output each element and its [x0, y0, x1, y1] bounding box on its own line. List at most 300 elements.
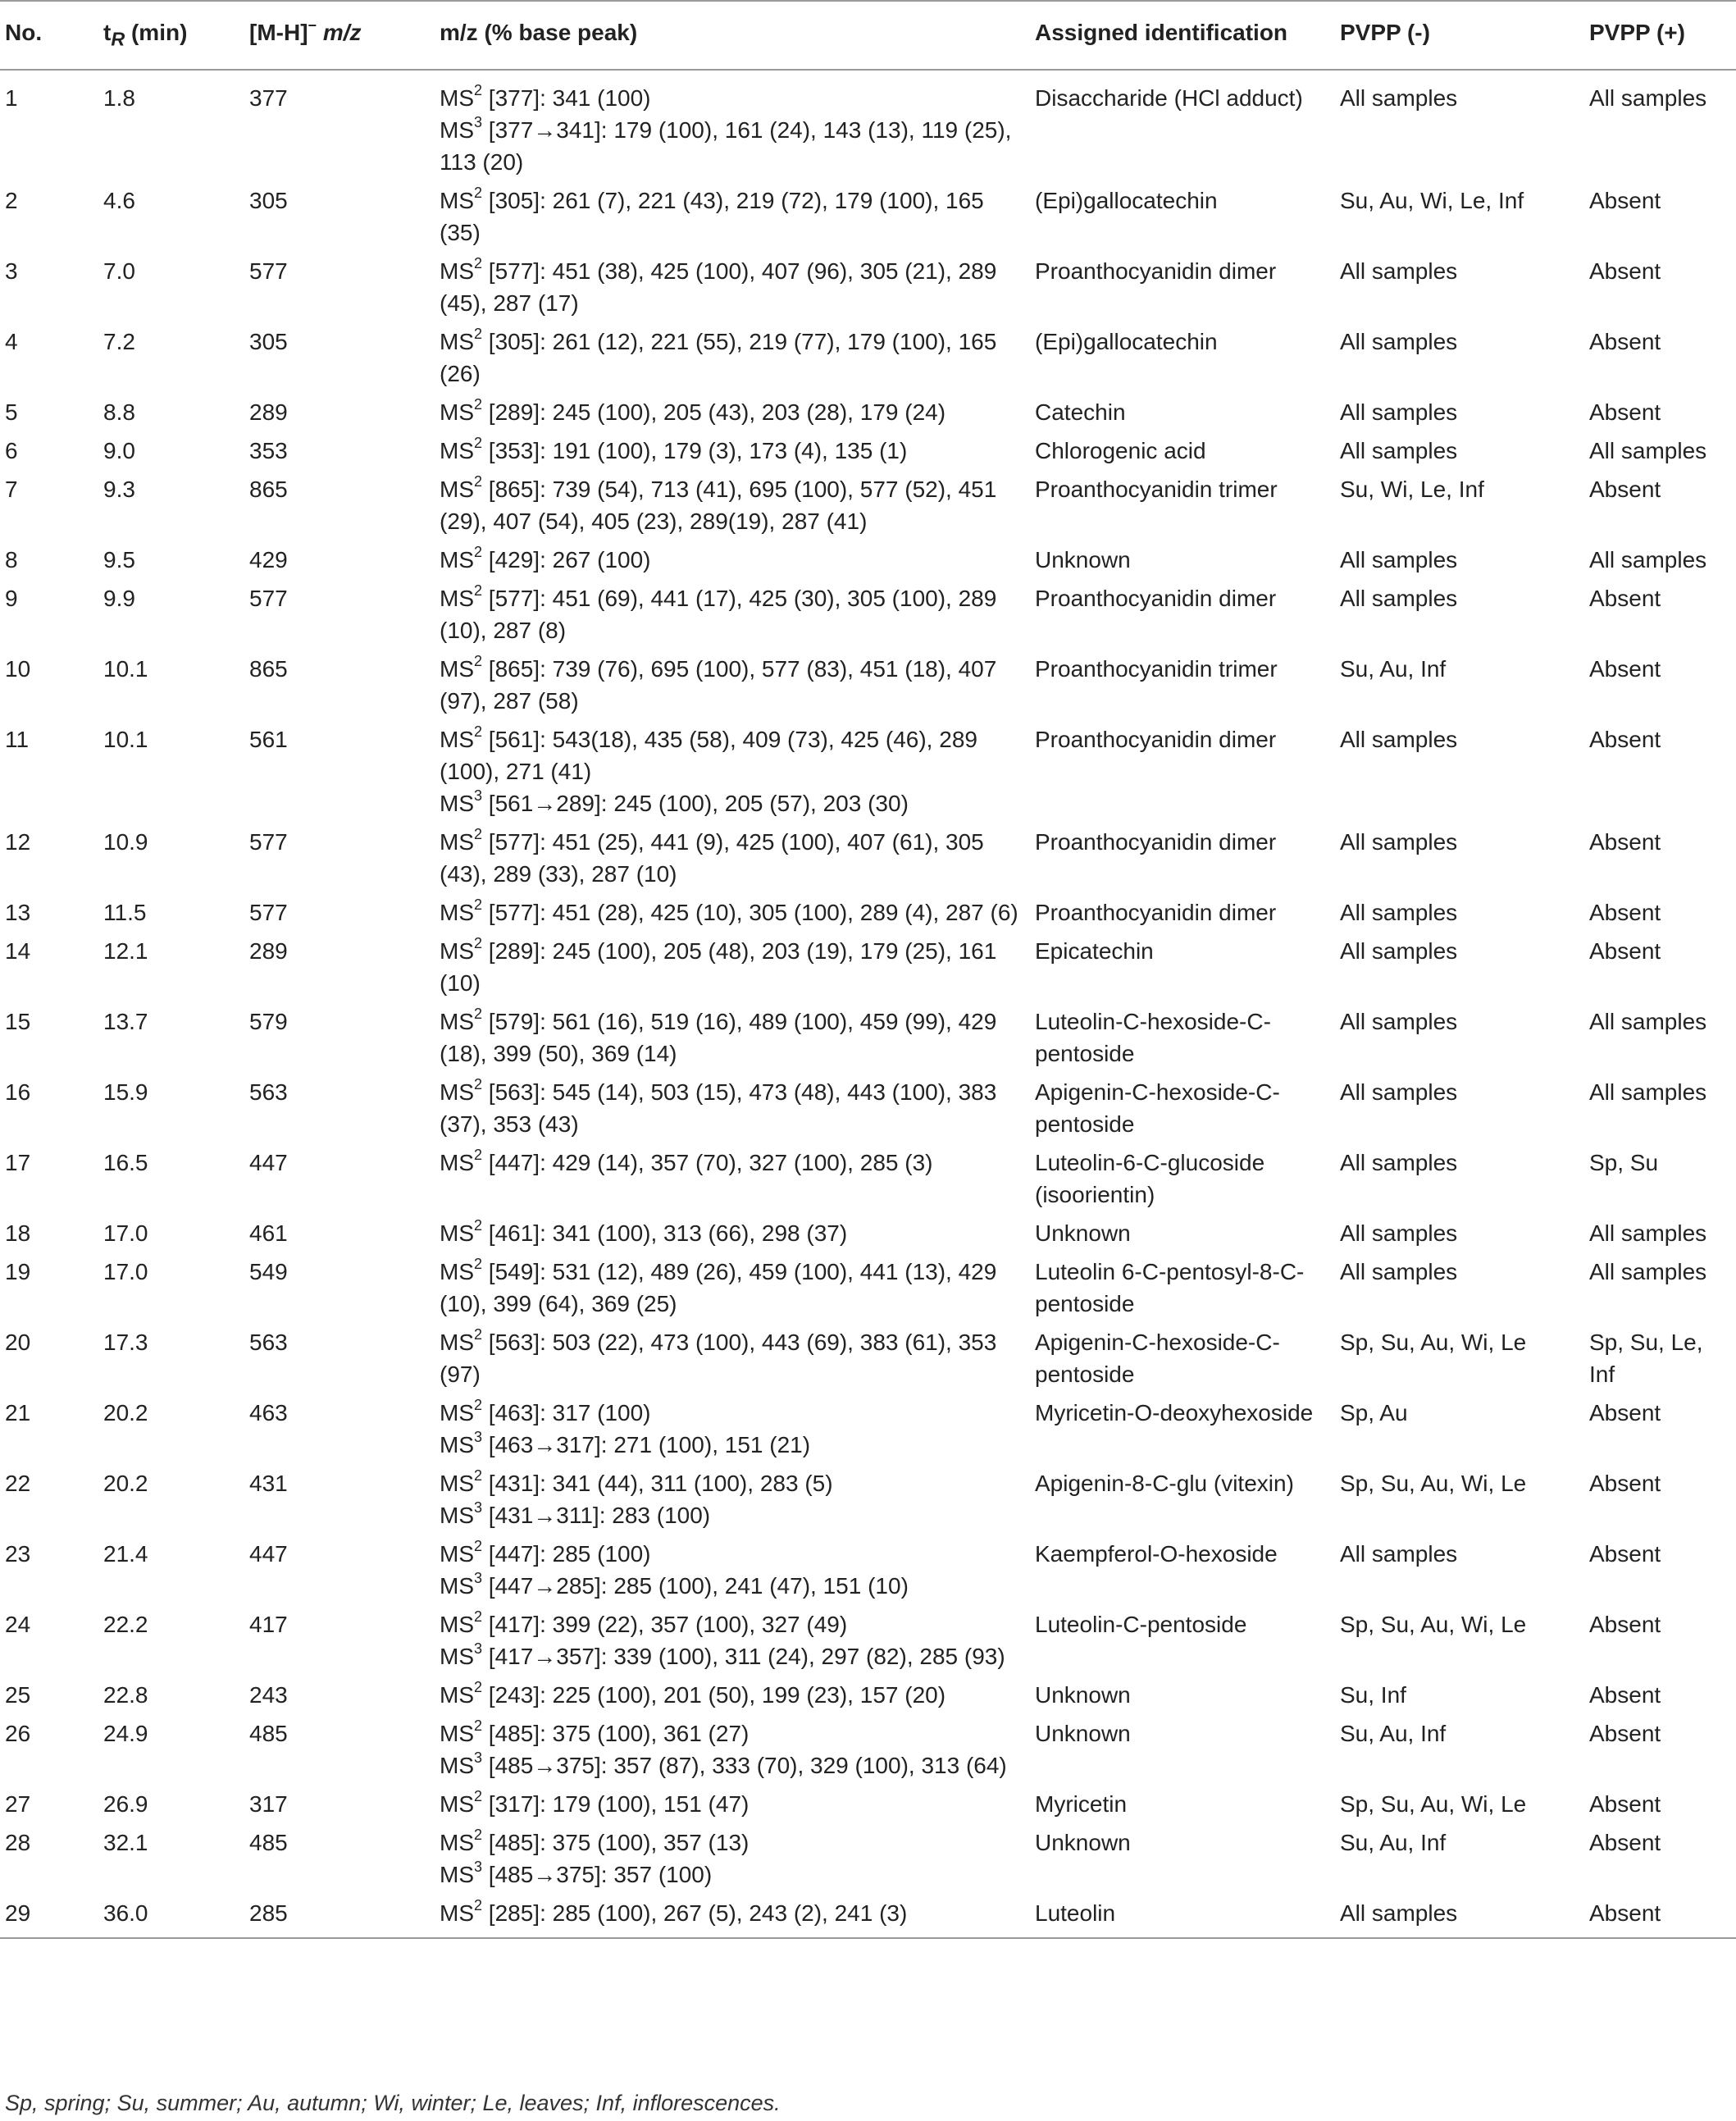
cell-pvpp-plus: Sp, Su — [1589, 1149, 1659, 1175]
ms-prefix: MS — [440, 1431, 474, 1457]
ms-order: 3 — [474, 114, 483, 131]
ms-prefix: MS — [440, 437, 474, 463]
cell-no: 22 — [5, 1470, 31, 1496]
ms-fragments-text: [577]: 451 (28), 425 (10), 305 (100), 289 (4), 287 (6) — [482, 899, 1018, 925]
ms-fragments-text: [447→285]: 285 (100), 241 (47), 151 (10) — [482, 1572, 909, 1599]
ms-prefix: MS — [440, 187, 474, 213]
cell-pvpp-plus: Absent — [1589, 1681, 1661, 1708]
ms-prefix: MS — [440, 790, 474, 816]
ms-fragments-text: [417]: 399 (22), 357 (100), 327 (49) — [482, 1611, 848, 1637]
cell-fragments — [435, 252, 1030, 322]
ms-prefix: MS — [440, 1752, 474, 1778]
cell-precursor-ion: 431 — [249, 1470, 288, 1496]
cell-pvpp-plus: Absent — [1589, 1720, 1661, 1746]
cell-pvpp-minus: All samples — [1340, 1220, 1458, 1246]
cell-precursor-ion: 461 — [249, 1220, 288, 1246]
cell-retention-time: 4.6 — [103, 187, 135, 213]
table-row — [0, 70, 1736, 181]
ms-prefix: MS — [440, 1079, 474, 1105]
ms-order: 2 — [474, 1467, 483, 1485]
cell-precursor-ion: 305 — [249, 187, 288, 213]
cell-fragments — [435, 650, 1030, 720]
cell-precursor-ion: 579 — [249, 1008, 288, 1034]
table-row — [0, 1676, 1736, 1714]
cell-no: 4 — [5, 328, 18, 354]
ms-prefix: MS — [440, 1643, 474, 1669]
cell-pvpp-plus: Absent — [1589, 476, 1661, 502]
ms-fragments-text: [431→311]: 283 (100) — [482, 1502, 711, 1528]
ms-order: 2 — [474, 1076, 483, 1093]
ms-prefix: MS — [440, 1008, 474, 1034]
cell-pvpp-minus: All samples — [1340, 84, 1458, 111]
ms-line — [440, 1538, 1025, 1570]
cell-fragments — [435, 932, 1030, 1002]
cell-pvpp-plus: Absent — [1584, 1894, 1736, 1938]
cell-fragments — [435, 1605, 1030, 1676]
ms-fragments-text: [243]: 225 (100), 201 (50), 199 (23), 157 (20) — [482, 1681, 946, 1708]
ms-order: 2 — [474, 582, 483, 600]
ms-line — [440, 1256, 1025, 1320]
cell-retention-time: 1.8 — [103, 84, 135, 111]
ms-prefix: MS — [440, 585, 474, 611]
cell-retention-time: 17.0 — [103, 1258, 148, 1284]
cell-fragments — [435, 541, 1030, 579]
ms-fragments-text: [305]: 261 (12), 221 (55), 219 (77), 179 (100), 165 (26) — [440, 328, 997, 386]
header-pvpp-plus: PVPP (+) — [1584, 1, 1736, 70]
ms-order: 2 — [474, 723, 483, 741]
ms-order: 2 — [474, 1538, 483, 1555]
cell-no: 21 — [5, 1399, 31, 1425]
cell-identification: (Epi)gallocatechin — [1035, 328, 1218, 354]
cell-retention-time: 11.5 — [103, 899, 147, 925]
cell-identification: Proanthocyanidin dimer — [1035, 585, 1277, 611]
table-row — [0, 1605, 1736, 1676]
ms-prefix: MS — [440, 1900, 474, 1926]
cell-pvpp-plus: All samples — [1589, 1220, 1707, 1246]
ms-fragments-text: [485]: 375 (100), 357 (13) — [482, 1829, 750, 1855]
cell-no: 25 — [5, 1681, 31, 1708]
ms-prefix: MS — [440, 116, 474, 143]
ms-line — [440, 1640, 1025, 1672]
ms-fragments-text: [429]: 267 (100) — [482, 546, 651, 572]
ms-prefix: MS — [440, 328, 474, 354]
ms-order: 2 — [474, 435, 483, 452]
ms-order: 2 — [474, 1256, 483, 1273]
cell-retention-time: 32.1 — [103, 1829, 148, 1855]
cell-pvpp-minus: All samples — [1340, 937, 1458, 964]
ms-line — [440, 896, 1025, 928]
ms-prefix: MS — [440, 546, 474, 572]
cell-pvpp-minus: All samples — [1340, 1540, 1458, 1567]
cell-pvpp-minus: Sp, Su, Au, Wi, Le — [1340, 1329, 1527, 1355]
ms-order: 3 — [474, 1499, 483, 1517]
cell-retention-time: 9.5 — [103, 546, 135, 572]
cell-retention-time: 10.1 — [103, 655, 148, 682]
cell-pvpp-minus: Su, Wi, Le, Inf — [1340, 476, 1484, 502]
table-row — [0, 893, 1736, 932]
cell-precursor-ion: 577 — [249, 585, 288, 611]
ms-fragments-text: [549]: 531 (12), 489 (26), 459 (100), 441 (13), 429 (10), 399 (64), 369 (25) — [440, 1258, 997, 1316]
cell-identification: Epicatechin — [1035, 937, 1154, 964]
cell-no: 27 — [5, 1790, 31, 1817]
cell-identification: Apigenin-C-hexoside-C-pentoside — [1035, 1079, 1280, 1137]
cell-retention-time: 26.9 — [103, 1790, 148, 1817]
cell-precursor-ion: 865 — [249, 655, 288, 682]
ms-fragments-text: [353]: 191 (100), 179 (3), 173 (4), 135 (1) — [482, 437, 908, 463]
cell-fragments — [435, 1676, 1030, 1714]
ms-order: 2 — [474, 1006, 483, 1023]
cell-pvpp-minus: All samples — [1340, 1008, 1458, 1034]
ms-order: 2 — [474, 82, 483, 99]
cell-precursor-ion: 563 — [249, 1079, 288, 1105]
cell-precursor-ion: 243 — [249, 1681, 288, 1708]
table-row — [0, 322, 1736, 393]
ms-prefix: MS — [440, 1790, 474, 1817]
ms-line — [440, 1076, 1025, 1140]
ms-fragments-text: [289]: 245 (100), 205 (48), 203 (19), 179 (25), 161 (10) — [440, 937, 997, 996]
cell-no: 24 — [5, 1611, 31, 1637]
cell-fragments — [435, 1073, 1030, 1143]
cell-fragments — [435, 1823, 1030, 1894]
cell-pvpp-plus: Absent — [1589, 328, 1661, 354]
cell-retention-time: 15.9 — [103, 1079, 148, 1105]
cell-precursor-ion: 485 — [249, 1720, 288, 1746]
cell-identification: Luteolin — [1030, 1894, 1335, 1938]
cell-pvpp-minus: Su, Au, Inf — [1340, 1720, 1447, 1746]
cell-pvpp-plus: All samples — [1589, 1008, 1707, 1034]
ms-prefix: MS — [440, 655, 474, 682]
ms-line — [440, 1429, 1025, 1461]
ms-order: 2 — [474, 1147, 483, 1164]
cell-fragments — [435, 70, 1030, 181]
cell-identification: (Epi)gallocatechin — [1035, 187, 1218, 213]
ms-line — [440, 326, 1025, 390]
ms-line — [440, 1717, 1025, 1749]
ms-line — [440, 787, 1025, 819]
ms-fragments-text: [485→375]: 357 (87), 333 (70), 329 (100), 313 (64) — [482, 1752, 1007, 1778]
ms-fragments-text: [377→341]: 179 (100), 161 (24), 143 (13), 119 (25), 113 (20) — [440, 116, 1012, 175]
cell-fragments — [435, 1214, 1030, 1252]
ms-line — [440, 1897, 1025, 1929]
ms-order: 2 — [474, 1326, 483, 1343]
cell-pvpp-minus: All samples — [1340, 546, 1458, 572]
cell-precursor-ion: 549 — [249, 1258, 288, 1284]
cell-pvpp-plus: All samples — [1589, 1258, 1707, 1284]
cell-precursor-ion: 561 — [249, 726, 288, 752]
cell-pvpp-plus: All samples — [1589, 437, 1707, 463]
cell-identification: Unknown — [1035, 1720, 1131, 1746]
cell-retention-time: 20.2 — [103, 1470, 148, 1496]
cell-retention-time: 9.9 — [103, 585, 135, 611]
ms-order: 2 — [474, 1608, 483, 1626]
cell-fragments — [435, 1464, 1030, 1535]
cell-fragments — [435, 431, 1030, 470]
ms-order: 2 — [474, 255, 483, 272]
cell-fragments — [435, 1714, 1030, 1785]
table-row — [0, 541, 1736, 579]
ms-order: 2 — [474, 326, 483, 343]
ms-order: 2 — [474, 396, 483, 413]
ms-line — [440, 1397, 1025, 1429]
ms-order: 2 — [474, 1217, 483, 1234]
ms-fragments-text: [285]: 285 (100), 267 (5), 243 (2), 241 (3) — [482, 1900, 908, 1926]
ms-order: 3 — [474, 1640, 483, 1658]
cell-pvpp-minus: Su, Inf — [1340, 1681, 1406, 1708]
cell-retention-time: 20.2 — [103, 1399, 148, 1425]
ms-line — [440, 396, 1025, 428]
ms-fragments-text: [417→357]: 339 (100), 311 (24), 297 (82), 285 (93) — [482, 1643, 1005, 1669]
cell-retention-time: 9.3 — [103, 476, 135, 502]
cell-pvpp-minus: Su, Au, Inf — [1340, 655, 1447, 682]
ms-line — [440, 723, 1025, 787]
header-pvpp-minus: PVPP (-) — [1335, 1, 1584, 70]
cell-pvpp-minus: All samples — [1340, 328, 1458, 354]
cell-precursor-ion: 577 — [249, 899, 288, 925]
table-row — [0, 823, 1736, 893]
cell-no: 28 — [5, 1829, 31, 1855]
cell-fragments — [435, 823, 1030, 893]
cell-pvpp-plus: Absent — [1589, 399, 1661, 425]
cell-identification: Proanthocyanidin dimer — [1035, 726, 1277, 752]
cell-pvpp-minus: All samples — [1340, 726, 1458, 752]
ms-line — [440, 1570, 1025, 1602]
table-row — [0, 431, 1736, 470]
ms-prefix: MS — [440, 1540, 474, 1567]
ms-line — [440, 1608, 1025, 1640]
ms-order: 2 — [474, 653, 483, 670]
ms-fragments-text: [865]: 739 (76), 695 (100), 577 (83), 451 (18), 407 (97), 287 (58) — [440, 655, 997, 714]
cell-pvpp-plus: Absent — [1589, 1399, 1661, 1425]
cell-precursor-ion: 289 — [249, 937, 288, 964]
cell-precursor-ion: 305 — [249, 328, 288, 354]
cell-pvpp-minus: Su, Au, Wi, Le, Inf — [1340, 187, 1524, 213]
table-row — [0, 1535, 1736, 1605]
ms-line — [440, 1499, 1025, 1531]
cell-retention-time: 12.1 — [103, 937, 148, 964]
cell-retention-time: 24.9 — [103, 1720, 148, 1746]
cell-pvpp-plus: Absent — [1589, 1540, 1661, 1567]
cell-no: 3 — [5, 258, 18, 284]
ms-fragments-text: [577]: 451 (25), 441 (9), 425 (100), 407 (61), 305 (43), 289 (33), 287 (10) — [440, 828, 984, 887]
cell-pvpp-minus: All samples — [1335, 1894, 1584, 1938]
cell-fragments — [435, 893, 1030, 932]
ms-order: 2 — [474, 473, 483, 490]
ms-line — [440, 114, 1025, 178]
ms-prefix: MS — [440, 1861, 474, 1887]
ms-line — [440, 1827, 1025, 1859]
cell-no: 17 — [5, 1149, 31, 1175]
ms-prefix: MS — [440, 84, 474, 111]
ms-line — [440, 826, 1025, 890]
table-row — [0, 1214, 1736, 1252]
cell-no: 26 — [5, 1720, 31, 1746]
ms-order: 2 — [474, 826, 483, 843]
cell-no: 1 — [5, 84, 18, 111]
table-row — [0, 720, 1736, 823]
cell-no: 29 — [0, 1894, 98, 1938]
ms-line — [440, 1679, 1025, 1711]
cell-pvpp-plus: Absent — [1589, 655, 1661, 682]
cell-pvpp-minus: All samples — [1340, 1149, 1458, 1175]
ms-line — [440, 435, 1025, 467]
cell-identification: Luteolin-C-hexoside-C-pentoside — [1035, 1008, 1271, 1066]
ms-prefix: MS — [440, 399, 474, 425]
ms-fragments-text: [305]: 261 (7), 221 (43), 219 (72), 179 (100), 165 (35) — [440, 187, 984, 245]
cell-pvpp-plus: Absent — [1589, 937, 1661, 964]
cell-fragments — [435, 1323, 1030, 1393]
ms-order: 2 — [474, 1788, 483, 1805]
ms-line — [440, 1006, 1025, 1070]
cell-no: 5 — [5, 399, 18, 425]
cell-pvpp-minus: All samples — [1340, 1079, 1458, 1105]
cell-precursor-ion: 563 — [249, 1329, 288, 1355]
ms-line — [440, 653, 1025, 717]
cell-no: 14 — [5, 937, 31, 964]
table-row — [0, 932, 1736, 1002]
ms-order: 3 — [474, 1429, 483, 1446]
cell-pvpp-plus: Absent — [1589, 726, 1661, 752]
header-tr-sub: R — [111, 28, 125, 50]
cell-precursor-ion: 463 — [249, 1399, 288, 1425]
ms-line — [440, 544, 1025, 576]
cell-precursor-ion: 429 — [249, 546, 288, 572]
cell-identification: Proanthocyanidin dimer — [1035, 828, 1277, 855]
cell-identification: Luteolin-6-C-glucoside (isoorientin) — [1035, 1149, 1265, 1207]
ms-line — [440, 1749, 1025, 1781]
header-fragments: m/z (% base peak) — [435, 1, 1030, 70]
header-tr-unit: (min) — [125, 20, 188, 45]
ms-fragments-text: [463]: 317 (100) — [482, 1399, 651, 1425]
cell-no: 20 — [5, 1329, 31, 1355]
cell-fragments — [435, 1785, 1030, 1823]
cell-retention-time: 22.2 — [103, 1611, 148, 1637]
cell-pvpp-minus: Sp, Su, Au, Wi, Le — [1340, 1470, 1527, 1496]
cell-pvpp-plus: All samples — [1589, 84, 1707, 111]
cell-retention-time: 21.4 — [103, 1540, 148, 1567]
ms-fragments-text: [447]: 285 (100) — [482, 1540, 651, 1567]
ms-prefix: MS — [440, 1502, 474, 1528]
ms-fragments-text: [377]: 341 (100) — [482, 84, 651, 111]
ms-line — [440, 185, 1025, 249]
ms-fragments-text: [579]: 561 (16), 519 (16), 489 (100), 459 (99), 429 (18), 399 (50), 369 (14) — [440, 1008, 997, 1066]
cell-pvpp-plus: Absent — [1589, 1470, 1661, 1496]
ms-prefix: MS — [440, 1470, 474, 1496]
header-row — [0, 1, 1736, 70]
cell-fragments — [435, 1894, 1030, 1938]
cell-fragments — [435, 1535, 1030, 1605]
ms-fragments-text: [447]: 429 (14), 357 (70), 327 (100), 285 (3) — [482, 1149, 933, 1175]
ms-prefix: MS — [440, 258, 474, 284]
ms-order: 2 — [474, 1397, 483, 1414]
cell-pvpp-plus: All samples — [1589, 1079, 1707, 1105]
table-footnote: Sp, spring; Su, summer; Au, autumn; Wi, winter; Le, leaves; Inf, inflorescences. — [5, 2091, 781, 2115]
cell-pvpp-plus: Absent — [1589, 585, 1661, 611]
table-row — [0, 252, 1736, 322]
ms-prefix: MS — [440, 1399, 474, 1425]
ms-line — [440, 1147, 1025, 1179]
cell-pvpp-plus: Absent — [1589, 828, 1661, 855]
cell-retention-time: 8.8 — [103, 399, 135, 425]
ms-prefix: MS — [440, 726, 474, 752]
header-mh-main: [M-H] — [249, 20, 308, 45]
table-row — [0, 1823, 1736, 1894]
ms-fragments-text: [485→375]: 357 (100) — [482, 1861, 713, 1887]
ms-fragments-text: [461]: 341 (100), 313 (66), 298 (37) — [482, 1220, 848, 1246]
cell-no: 8 — [5, 546, 18, 572]
ms-fragments-text: [485]: 375 (100), 361 (27) — [482, 1720, 750, 1746]
cell-precursor-ion: 865 — [249, 476, 288, 502]
cell-identification: Myricetin-O-deoxyhexoside — [1035, 1399, 1314, 1425]
ms-order: 2 — [474, 185, 483, 202]
ms-prefix: MS — [440, 937, 474, 964]
ms-prefix: MS — [440, 1720, 474, 1746]
ms-prefix: MS — [440, 1572, 474, 1599]
cell-precursor-ion: 485 — [249, 1829, 288, 1855]
ms-order: 3 — [474, 1749, 483, 1767]
cell-pvpp-minus: All samples — [1340, 1258, 1458, 1284]
ms-order: 2 — [474, 1717, 483, 1735]
cell-precursor-ion: 289 — [249, 399, 288, 425]
ms-fragments-text: [431]: 341 (44), 311 (100), 283 (5) — [482, 1470, 833, 1496]
cell-fragments — [435, 322, 1030, 393]
ms-order: 2 — [474, 935, 483, 952]
cell-fragments — [435, 1143, 1030, 1214]
cell-pvpp-plus: Absent — [1589, 258, 1661, 284]
cell-precursor-ion: 577 — [249, 258, 288, 284]
ms-prefix: MS — [440, 1681, 474, 1708]
table-row — [0, 181, 1736, 252]
ms-fragments-text: [289]: 245 (100), 205 (43), 203 (28), 179 (24) — [482, 399, 946, 425]
ms-prefix: MS — [440, 1149, 474, 1175]
table-row — [0, 470, 1736, 541]
ms-line — [440, 473, 1025, 537]
cell-identification: Apigenin-C-hexoside-C-pentoside — [1035, 1329, 1280, 1387]
ms-line — [440, 82, 1025, 114]
cell-fragments — [435, 720, 1030, 823]
ms-fragments-text: [563]: 503 (22), 473 (100), 443 (69), 383 (61), 353 (97) — [440, 1329, 997, 1387]
ms-order: 2 — [474, 1679, 483, 1696]
cell-precursor-ion: 577 — [249, 828, 288, 855]
cell-identification: Unknown — [1035, 546, 1131, 572]
cell-precursor-ion: 447 — [249, 1540, 288, 1567]
ms-prefix: MS — [440, 1611, 474, 1637]
table-row — [0, 1785, 1736, 1823]
cell-fragments — [435, 1252, 1030, 1323]
ms-order: 3 — [474, 1859, 483, 1876]
cell-identification: Unknown — [1035, 1829, 1131, 1855]
ms-line — [440, 1467, 1025, 1499]
cell-retention-time: 7.0 — [103, 258, 135, 284]
cell-identification: Luteolin-C-pentoside — [1035, 1611, 1247, 1637]
cell-fragments — [435, 1002, 1030, 1073]
cell-no: 10 — [5, 655, 31, 682]
cell-identification: Proanthocyanidin dimer — [1035, 258, 1277, 284]
cell-pvpp-plus: Absent — [1589, 187, 1661, 213]
ms-order: 2 — [474, 544, 483, 561]
ms-line — [440, 1217, 1025, 1249]
cell-pvpp-plus: Absent — [1589, 899, 1661, 925]
cell-retention-time: 9.0 — [103, 437, 135, 463]
cell-no: 18 — [5, 1220, 31, 1246]
cell-identification: Chlorogenic acid — [1035, 437, 1206, 463]
ms-prefix: MS — [440, 1258, 474, 1284]
ms-order: 2 — [474, 1827, 483, 1844]
cell-identification: Unknown — [1035, 1220, 1131, 1246]
table-row — [0, 1393, 1736, 1464]
ms-fragments-text: [317]: 179 (100), 151 (47) — [482, 1790, 750, 1817]
ms-prefix: MS — [440, 1329, 474, 1355]
ms-line — [440, 255, 1025, 319]
